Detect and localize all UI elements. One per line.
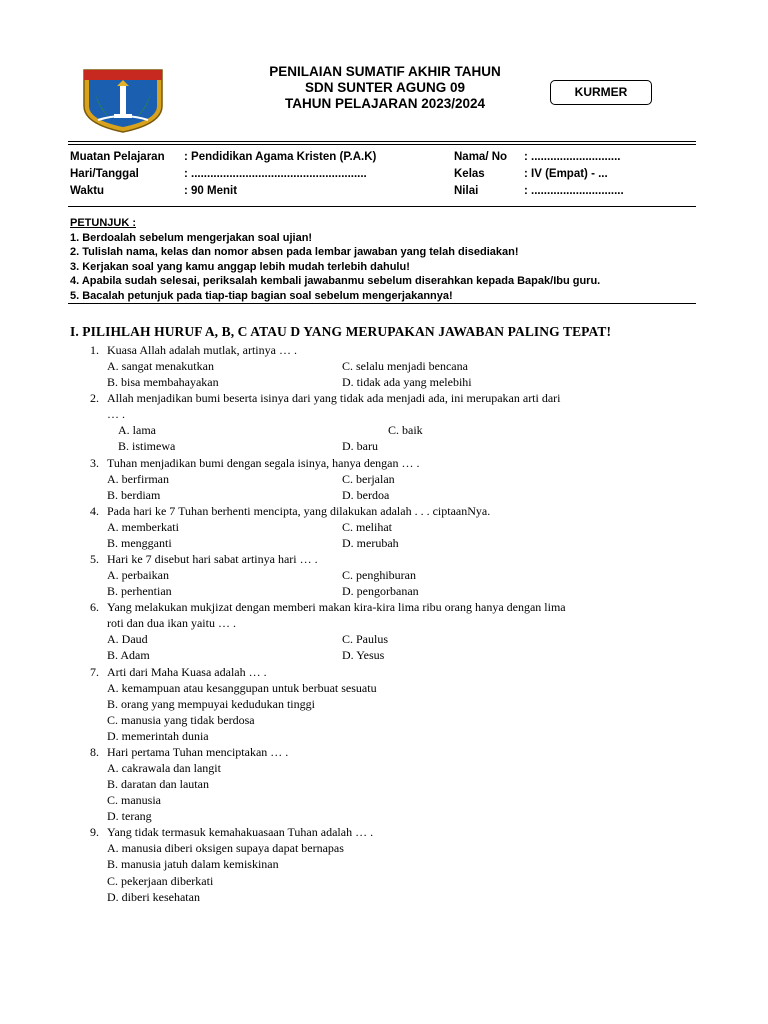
option-c: C. penghiburan — [342, 568, 416, 582]
question-number: 2. — [90, 391, 99, 405]
instruction-item: 3. Kerjakan soal yang kamu anggap lebih mudah terlebih dahulu! — [70, 260, 410, 273]
school-emblem-logo — [80, 66, 166, 134]
option-c: C. berjalan — [342, 472, 395, 486]
option-d: D. Yesus — [342, 648, 385, 662]
option-c: C. manusia yang tidak berdosa — [107, 713, 255, 727]
option-d: D. berdoa — [342, 488, 390, 502]
question-number: 8. — [90, 745, 99, 759]
subject-label: Muatan Pelajaran — [70, 151, 165, 163]
option-d: D. memerintah dunia — [107, 729, 209, 743]
instruction-item: 1. Berdoalah sebelum mengerjakan soal ujian! — [70, 231, 313, 244]
option-d: D. diberi kesehatan — [107, 890, 200, 904]
score-label: Nilai — [454, 185, 479, 197]
question-text: Allah menjadikan bumi beserta isinya dari yang tidak ada menjadi ada, ini merupakan arti dari — [107, 391, 561, 405]
question-text: Yang tidak termasuk kemahakuasaan Tuhan adalah … . — [107, 825, 374, 839]
name-value: : ............................ — [524, 151, 621, 163]
question-text: Pada hari ke 7 Tuhan berhenti mencipta, yang dilakukan adalah . . . ciptaanNya. — [107, 504, 491, 518]
option-a: A. perbaikan — [107, 568, 169, 582]
question-number: 4. — [90, 504, 99, 518]
class-label: Kelas — [454, 168, 485, 180]
instruction-item: 2. Tulislah nama, kelas dan nomor absen pada lembar jawaban yang telah disediakan! — [70, 246, 519, 258]
question-number: 9. — [90, 825, 99, 839]
exam-title — [230, 64, 540, 112]
question-text: Hari pertama Tuhan menciptakan … . — [107, 745, 289, 759]
question-1 — [90, 342, 297, 358]
question-text-continued: roti dan dua ikan yaitu … . — [107, 616, 236, 630]
section-title: I. PILIHLAH HURUF A, B, C ATAU D YANG MERUPAKAN JAWABAN PALING TEPAT! — [70, 324, 612, 339]
info-divider — [68, 206, 696, 207]
option-b: B. mengganti — [107, 536, 172, 550]
question-2 — [90, 390, 561, 406]
exam-title-line1: PENILAIAN SUMATIF AKHIR TAHUN — [269, 64, 501, 79]
exam-title-line3: TAHUN PELAJARAN 2023/2024 — [284, 96, 486, 111]
class-value: : IV (Empat) - ... — [524, 168, 608, 180]
name-label: Nama/ No — [454, 151, 508, 163]
option-b: B. Adam — [107, 648, 150, 662]
option-b: B. bisa membahayakan — [107, 375, 219, 389]
day-value: : ....................................................... — [184, 168, 367, 180]
instruction-item: 5. Bacalah petunjuk pada tiap-tiap bagian soal sebelum mengerjakannya! — [70, 289, 453, 302]
petunjuk-divider — [68, 303, 696, 304]
question-6 — [90, 599, 566, 615]
question-number: 1. — [90, 343, 99, 357]
instructions-heading: PETUNJUK : — [70, 217, 137, 229]
option-a: A. cakrawala dan langit — [107, 761, 221, 775]
option-d: D. baru — [342, 439, 378, 453]
header-divider-top — [68, 141, 696, 142]
option-d: D. pengorbanan — [342, 584, 419, 598]
option-a: A. memberkati — [107, 520, 179, 534]
subject-value: : Pendidikan Agama Kristen (P.A.K) — [184, 151, 377, 163]
question-text-continued: … . — [107, 407, 125, 421]
option-b: B. berdiam — [107, 488, 161, 502]
option-c: C. selalu menjadi bencana — [342, 359, 468, 373]
option-a: A. Daud — [107, 632, 148, 646]
question-number: 6. — [90, 600, 99, 614]
question-text: Kuasa Allah adalah mutlak, artinya … . — [107, 343, 297, 357]
time-value: : 90 Menit — [184, 185, 238, 197]
question-9 — [90, 824, 374, 840]
option-a: A. sangat menakutkan — [107, 359, 214, 373]
question-4 — [90, 503, 491, 519]
option-c: C. pekerjaan diberkati — [107, 874, 214, 888]
question-3 — [90, 455, 420, 471]
curriculum-badge: KURMER — [550, 80, 652, 105]
question-5 — [90, 551, 318, 567]
score-value: : ............................. — [524, 185, 624, 197]
option-d: D. merubah — [342, 536, 399, 550]
option-b: B. perhentian — [107, 584, 172, 598]
option-a: A. lama — [118, 423, 156, 437]
option-c: C. baik — [388, 423, 423, 437]
question-text: Hari ke 7 disebut hari sabat artinya hari … . — [107, 552, 318, 566]
option-a: A. kemampuan atau kesanggupan untuk berbuat sesuatu — [107, 681, 377, 695]
option-b: B. manusia jatuh dalam kemiskinan — [107, 857, 279, 871]
question-text: Yang melakukan mukjizat dengan memberi makan kira-kira lima ribu orang hanya dengan lima — [107, 600, 566, 614]
option-c: C. melihat — [342, 520, 392, 534]
option-c: C. Paulus — [342, 632, 389, 646]
option-b: B. orang yang mempuyai kedudukan tinggi — [107, 697, 315, 711]
question-text: Tuhan menjadikan bumi dengan segala isinya, hanya dengan … . — [107, 456, 420, 470]
instructions-block — [70, 216, 600, 303]
option-d: D. terang — [107, 809, 152, 823]
question-text: Arti dari Maha Kuasa adalah … . — [107, 665, 267, 679]
option-a: A. manusia diberi oksigen supaya dapat bernapas — [107, 841, 344, 855]
instruction-item: 4. Apabila sudah selesai, periksalah kembali jawabanmu sebelum diserahkan kepada Bapak/Ibu guru. — [70, 275, 601, 287]
question-number: 3. — [90, 456, 99, 470]
question-7 — [90, 664, 267, 680]
day-label: Hari/Tanggal — [70, 168, 139, 180]
question-number: 5. — [90, 552, 99, 566]
exam-title-line2: SDN SUNTER AGUNG 09 — [304, 80, 466, 95]
option-d: D. tidak ada yang melebihi — [342, 375, 472, 389]
option-c: C. manusia — [107, 793, 161, 807]
question-8 — [90, 744, 289, 760]
time-label: Waktu — [70, 185, 105, 197]
option-b: B. istimewa — [118, 439, 176, 453]
option-a: A. berfirman — [107, 472, 169, 486]
header-divider-top-2 — [68, 144, 696, 145]
question-number: 7. — [90, 665, 99, 679]
option-b: B. daratan dan lautan — [107, 777, 209, 791]
